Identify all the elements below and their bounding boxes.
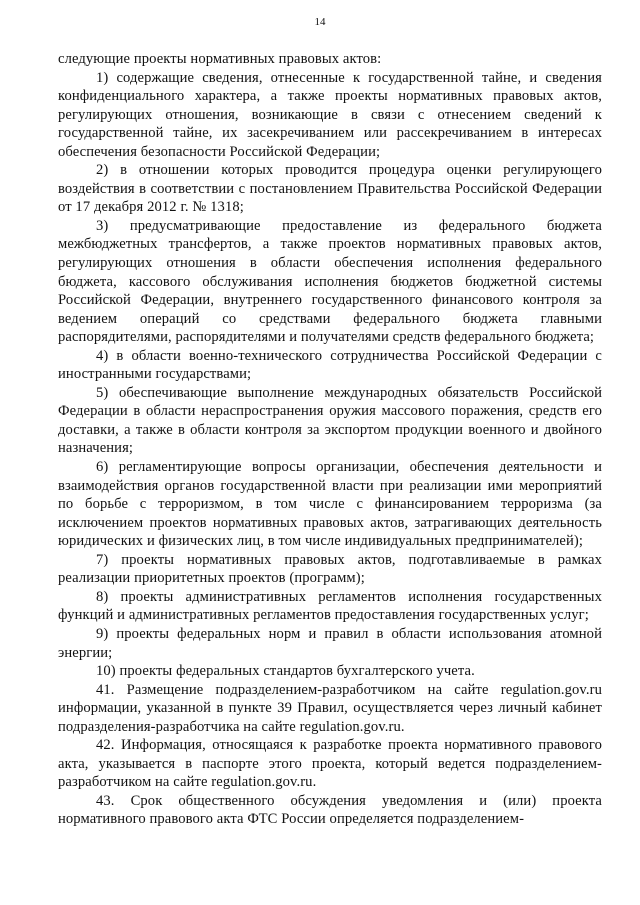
list-item-7: 7) проекты нормативных правовых актов, подготавливаемые в рамках реализации приоритетных проектов (программ); [58,551,602,587]
page-number: 14 [314,16,326,28]
clause-42: 42. Информация, относящаяся к разработке проекта нормативного правового акта, указывается в паспорте этого проекта, который ведется подразделением-разработчиком на сайте regulation.gov.ru. [58,737,602,791]
list-item-4: 4) в области военно-технического сотрудничества Российской Федерации с иностранными государствами; [58,347,602,383]
list-item-3: 3) предусматривающие предоставление из федерального бюджета межбюджетных трансфертов, а также проектов нормативных правовых актов, регулирующих отношения в области обеспечения исполнения федерального бюджета, кассового обслуживания исполнения бюджетов бюджетной системы Российской Федерации, внутреннего государственного финансового контроля за ведением операций со средствами федерального бюджета главными распорядителями, распорядителями и получателями средств федерального бюджета; [58,217,602,346]
list-item-6: 6) регламентирующие вопросы организации, обеспечения деятельности и взаимодействия органов государственной власти при реализации ими мероприятий по борьбе с терроризмом, в том числе с финансированием терроризма (за исключением проектов нормативных правовых актов, затрагивающих деятельность юридических и физических лиц, в том числе индивидуальных предпринимателей); [58,459,602,550]
clause-41: 41. Размещение подразделением-разработчиком на сайте regulation.gov.ru информации, указанной в пункте 39 Правил, осуществляется через личный кабинет подразделения-разработчика на сайте regulation.gov.ru. [58,681,602,735]
list-item-1: 1) содержащие сведения, отнесенные к государственной тайне, и сведения конфиденциального характера, а также проекты нормативных правовых актов, регулирующих отношения, возникающие в связи с отнесением сведений к государственной тайне, их засекречиванием или рассекречиванием в интересах обеспечения безопасности Российской Федерации; [58,69,602,160]
list-item-9: 9) проекты федеральных норм и правил в области использования атомной энергии; [58,625,602,661]
list-item-5: 5) обеспечивающие выполнение международных обязательств Российской Федерации в области нераспространения оружия массового поражения, средств его доставки, а также в области контроля за экспортом продукции военного и двойного назначения; [58,384,602,457]
clause-43: 43. Срок общественного обсуждения уведомления и (или) проекта нормативного правового акта ФТС России определяется подразделением- [58,792,602,828]
list-item-8: 8) проекты административных регламентов исполнения государственных функций и административных регламентов предоставления государственных услуг; [58,588,602,624]
list-item-2: 2) в отношении которых проводится процедура оценки регулирующего воздействия в соответствии с постановлением Правительства Российской Федерации от 17 декабря 2012 г. № 1318; [58,162,602,216]
paragraph-intro: следующие проекты нормативных правовых актов: [58,51,382,67]
document-body [58,50,602,829]
list-item-10: 10) проекты федеральных стандартов бухгалтерского учета. [96,663,475,680]
